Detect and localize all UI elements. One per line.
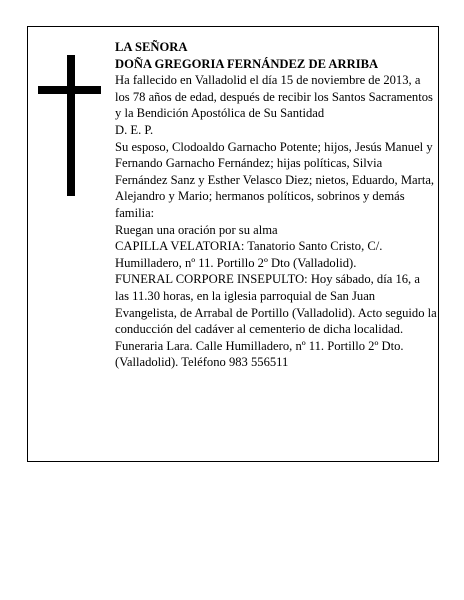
funeral-home-info: Funeraria Lara. Calle Humilladero, nº 11. Portillo 2º Dto. (Valladolid). Teléfono 983 556511 xyxy=(115,338,404,370)
notice-text xyxy=(115,39,437,371)
family-list: Su esposo, Clodoaldo Garnacho Potente; hijos, Jesús Manuel y Fernando Garnacho Fernández; hijas políticas, Silvia Fernández Sanz y Esther Velasco Diez; nietos, Eduardo, Marta, Alejandro y Mario; hermanos políticos, sobrinos y demás familia: xyxy=(115,139,435,220)
death-info: Ha fallecido en Valladolid el día 15 de noviembre de 2013, a los 78 años de edad, después de recibir los Santos Sacramentos y la Bendición Apostólica de Su Santidad xyxy=(115,73,433,121)
deceased-name: DOÑA GREGORIA FERNÁNDEZ DE ARRIBA xyxy=(115,56,379,71)
dep-abbreviation: D. E. P. xyxy=(115,122,154,137)
notice-title: LA SEÑORA xyxy=(115,40,188,54)
obituary-notice xyxy=(27,26,439,462)
funeral-info: FUNERAL CORPORE INSEPULTO: Hoy sábado, día 16, a las 11.30 horas, en la iglesia parroquial de San Juan Evangelista, de Arrabal de Portillo (Valladolid). Acto seguido la conducción del cadáver al cementerio de dicha localidad. xyxy=(115,272,437,337)
cross-horizontal-bar xyxy=(38,86,101,94)
cross-vertical-bar xyxy=(67,55,75,196)
prayer-request: Ruegan una oración por su alma xyxy=(115,222,278,237)
chapel-info: CAPILLA VELATORIA: Tanatorio Santo Cristo, C/. Humilladero, nº 11. Portillo 2º Dto (Valladolid). xyxy=(115,239,383,270)
